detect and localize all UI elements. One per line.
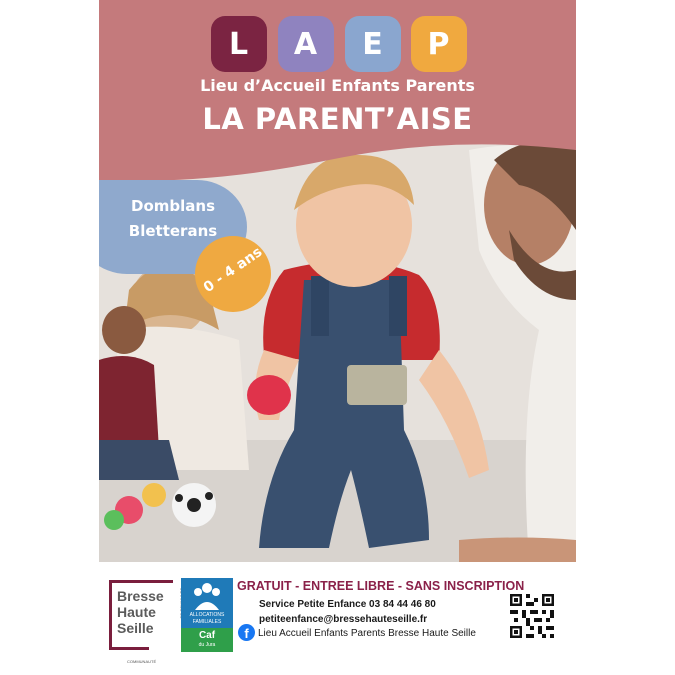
- subtitle: Lieu d’Accueil Enfants Parents: [200, 76, 475, 95]
- facebook-icon[interactable]: f: [238, 624, 255, 641]
- caf-logo: [181, 578, 233, 652]
- letter-a-box: A: [278, 16, 334, 72]
- contact-email[interactable]: petiteenfance@bressehauteseille.fr: [259, 614, 428, 625]
- header-band: [99, 0, 576, 200]
- bhs-bottom-text: COMMUNAUTÉ: [127, 659, 157, 664]
- caf-allocations-text: ALLOCATIONS FAMILIALES: [181, 612, 233, 626]
- location-domblans: Domblans: [131, 197, 215, 215]
- letter-l-box: L: [211, 16, 267, 72]
- caf-dept: du Jura: [198, 642, 216, 648]
- laep-letters: [211, 16, 467, 72]
- bresse-haute-seille-logo: [109, 580, 179, 664]
- footer: [99, 562, 576, 675]
- caf-name: Caf: [198, 630, 216, 641]
- location-bletterans: Bletterans: [128, 222, 218, 240]
- page-title: LA PARENT’AISE: [202, 102, 473, 136]
- age-badge-text: 0 - 4 ans: [200, 244, 266, 296]
- poster: [99, 0, 576, 675]
- qr-code-icon[interactable]: [510, 594, 554, 638]
- bhs-line-1: Bresse: [117, 588, 164, 604]
- letter-p-box: P: [411, 16, 467, 72]
- free-entry-headline: GRATUIT - ENTREE LIBRE - SANS INSCRIPTION: [237, 579, 525, 593]
- caf-family-icon: [181, 578, 233, 612]
- letter-e-box: E: [345, 16, 401, 72]
- contact-phone: Service Petite Enfance 03 84 44 46 80: [259, 599, 436, 610]
- caf-name-block: [181, 628, 233, 652]
- facebook-page-name[interactable]: Lieu Accueil Enfants Parents Bresse Haute Seille: [258, 628, 476, 639]
- bhs-line-2: Haute: [117, 604, 156, 620]
- age-badge: [195, 236, 271, 312]
- bhs-line-3: Seille: [117, 620, 154, 636]
